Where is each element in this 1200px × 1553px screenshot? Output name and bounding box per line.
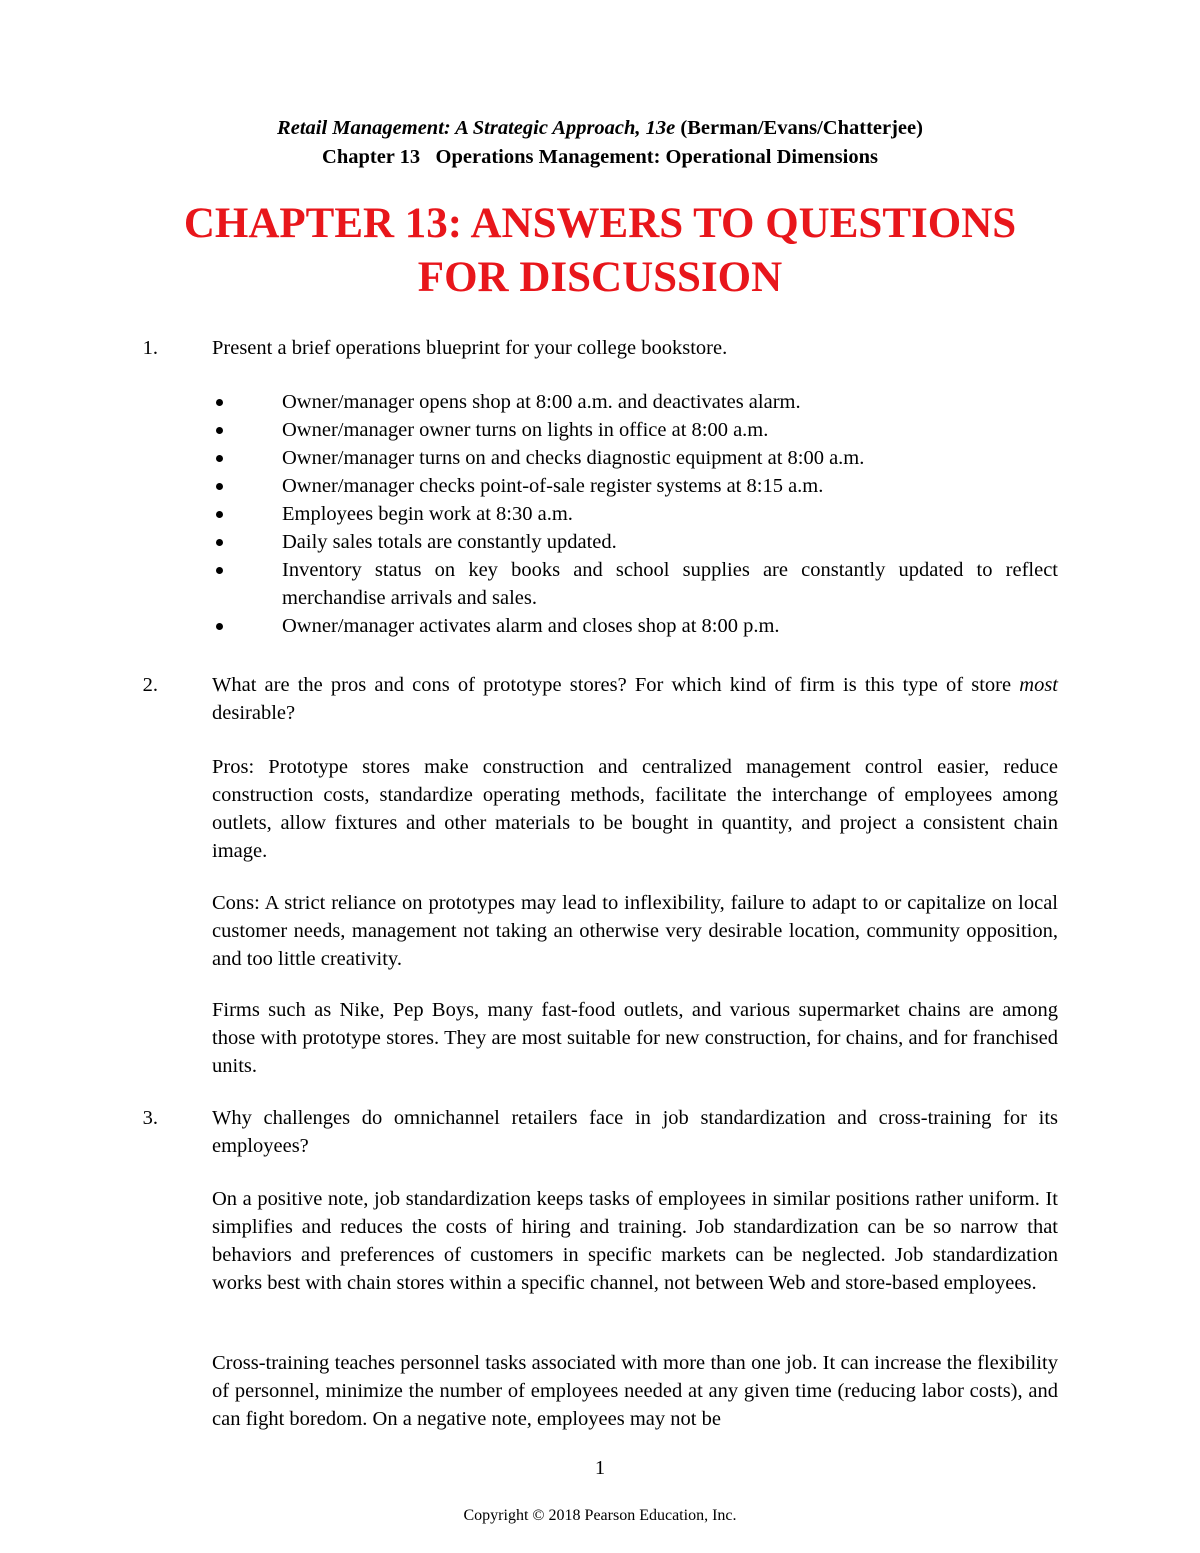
chapter-header: Chapter 13 Operations Management: Operational Dimensions bbox=[322, 146, 878, 168]
bullet-icon bbox=[216, 623, 223, 630]
pros-paragraph: Pros: Prototype stores make construction and centralized management control easier, reduce construction costs, standardize operating methods, facilitate the interchange of employees among outlets, allow fixtures and other materials to be bought in quantity, and project a consistent chain image. bbox=[212, 756, 1058, 862]
bullet-icon bbox=[216, 455, 223, 462]
list-item: Inventory status on key books and school supplies are constantly updated to reflect merchandise arrivals and sales. bbox=[212, 556, 1058, 612]
list-item: Owner/manager opens shop at 8:00 a.m. and deactivates alarm. bbox=[212, 388, 1058, 416]
blueprint-bullet-list bbox=[212, 388, 1058, 640]
cross-training-paragraph: Cross-training teaches personnel tasks associated with more than one job. It can increase the flexibility of personnel, minimize the number of employees needed at any given time (reducing labor costs), and can fight boredom. On a negative note, employees may not be bbox=[212, 1352, 1058, 1430]
book-title: Retail Management: A Strategic Approach, 13e bbox=[277, 117, 676, 139]
bullet-icon bbox=[216, 483, 223, 490]
list-item: Employees begin work at 8:30 a.m. bbox=[212, 500, 1058, 528]
page-title bbox=[0, 197, 1200, 305]
book-authors: (Berman/Evans/Chatterjee) bbox=[675, 117, 923, 139]
cons-paragraph: Cons: A strict reliance on prototypes may lead to inflexibility, failure to adapt to or capitalize on local customer needs, management not taking an otherwise very desirable location, community opposition, and too little creativity. bbox=[212, 892, 1058, 970]
bullet-icon bbox=[216, 399, 223, 406]
copyright-notice: Copyright © 2018 Pearson Education, Inc. bbox=[463, 1507, 737, 1524]
page-title-line-2: FOR DISCUSSION bbox=[417, 254, 783, 301]
list-item: Daily sales totals are constantly updated. bbox=[212, 528, 1058, 556]
emphasis-text: most bbox=[1019, 674, 1058, 696]
book-header bbox=[0, 114, 1200, 142]
question-3-number: 3. bbox=[142, 1107, 158, 1129]
question-1-number: 1. bbox=[142, 337, 158, 359]
firms-paragraph: Firms such as Nike, Pep Boys, many fast-food outlets, and various supermarket chains are among those with prototype stores. They are most suitable for new construction, for chains, and for franchised units. bbox=[212, 999, 1058, 1077]
bullet-icon bbox=[216, 539, 223, 546]
page-number: 1 bbox=[594, 1457, 606, 1479]
question-2-text: What are the pros and cons of prototype stores? For which kind of firm is this type of store most desirable? bbox=[212, 674, 1058, 724]
standardization-paragraph: On a positive note, job standardization keeps tasks of employees in similar positions rather uniform. It simplifies and reduces the costs of hiring and training. Job standardization can be so narrow that behaviors and preferences of customers in specific markets can be neglected. Job standardization works best with chain stores within a specific channel, not between Web and store-based employees. bbox=[212, 1188, 1058, 1294]
list-item: Owner/manager activates alarm and closes shop at 8:00 p.m. bbox=[212, 612, 1058, 640]
bullet-icon bbox=[216, 567, 223, 574]
list-item: Owner/manager turns on and checks diagnostic equipment at 8:00 a.m. bbox=[212, 444, 1058, 472]
question-1-text: Present a brief operations blueprint for your college bookstore. bbox=[212, 337, 728, 359]
page-title-line-1: CHAPTER 13: ANSWERS TO QUESTIONS bbox=[183, 200, 1017, 247]
list-item: Owner/manager checks point-of-sale register systems at 8:15 a.m. bbox=[212, 472, 1058, 500]
question-2-number: 2. bbox=[142, 674, 158, 696]
bullet-icon bbox=[216, 427, 223, 434]
bullet-icon bbox=[216, 511, 223, 518]
list-item: Owner/manager owner turns on lights in office at 8:00 a.m. bbox=[212, 416, 1058, 444]
question-3-text: Why challenges do omnichannel retailers face in job standardization and cross-training for its employees? bbox=[212, 1107, 1058, 1157]
